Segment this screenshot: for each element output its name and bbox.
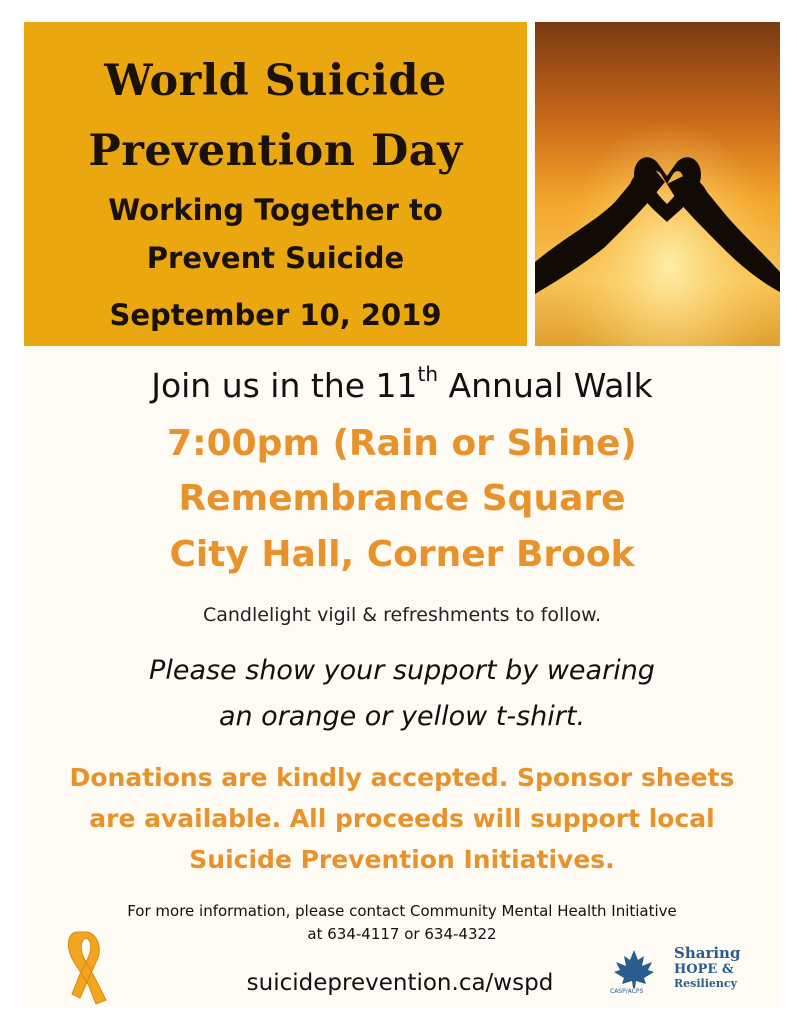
- donations-line2: are available. All proceeds will support local: [89, 804, 715, 833]
- awareness-ribbon-icon: [58, 928, 114, 1013]
- event-title-line2: Prevention Day: [88, 126, 463, 176]
- logo-line1: Sharing: [674, 944, 741, 962]
- donations-line3: Suicide Prevention Initiatives.: [189, 845, 615, 874]
- logo-wordmark: [674, 946, 740, 989]
- contact-line1: For more information, please contact Community Mental Health Initiative: [127, 902, 677, 920]
- walk-heading-text: Join us in the 11: [151, 366, 418, 405]
- vigil-note: Candlelight vigil & refreshments to follow.: [202, 604, 602, 626]
- logo-line2: HOPE &: [674, 962, 734, 977]
- theme-line2: Prevent Suicide: [146, 241, 405, 275]
- walk-time: 7:00pm (Rain or Shine): [167, 423, 637, 464]
- walk-heading: [24, 362, 780, 405]
- donations-line1: Donations are kindly accepted. Sponsor sheets: [69, 763, 735, 792]
- logo-line3: Resiliency: [674, 977, 737, 990]
- support-line1: Please show your support by wearing: [149, 655, 655, 686]
- casp-logo: [604, 940, 764, 1000]
- walk-location-line2: City Hall, Corner Brook: [169, 534, 635, 575]
- walk-location-line1: Remembrance Square: [178, 478, 626, 519]
- theme-line1: Working Together to: [108, 193, 443, 227]
- support-line2: an orange or yellow t-shirt.: [218, 701, 586, 732]
- walk-heading-ordinal: th: [417, 362, 439, 386]
- website-link[interactable]: suicideprevention.ca/wspd: [246, 970, 554, 996]
- event-title-line1: World Suicide: [104, 56, 447, 106]
- maple-leaf-icon: [612, 948, 656, 988]
- contact-line2: at 634-4117 or 634-4322: [307, 925, 497, 943]
- heart-hands-photo: [535, 22, 780, 346]
- logo-caption: CASP/ACPS: [610, 988, 644, 995]
- event-date: September 10, 2019: [109, 298, 442, 332]
- walk-heading-text-end: Annual Walk: [438, 366, 653, 405]
